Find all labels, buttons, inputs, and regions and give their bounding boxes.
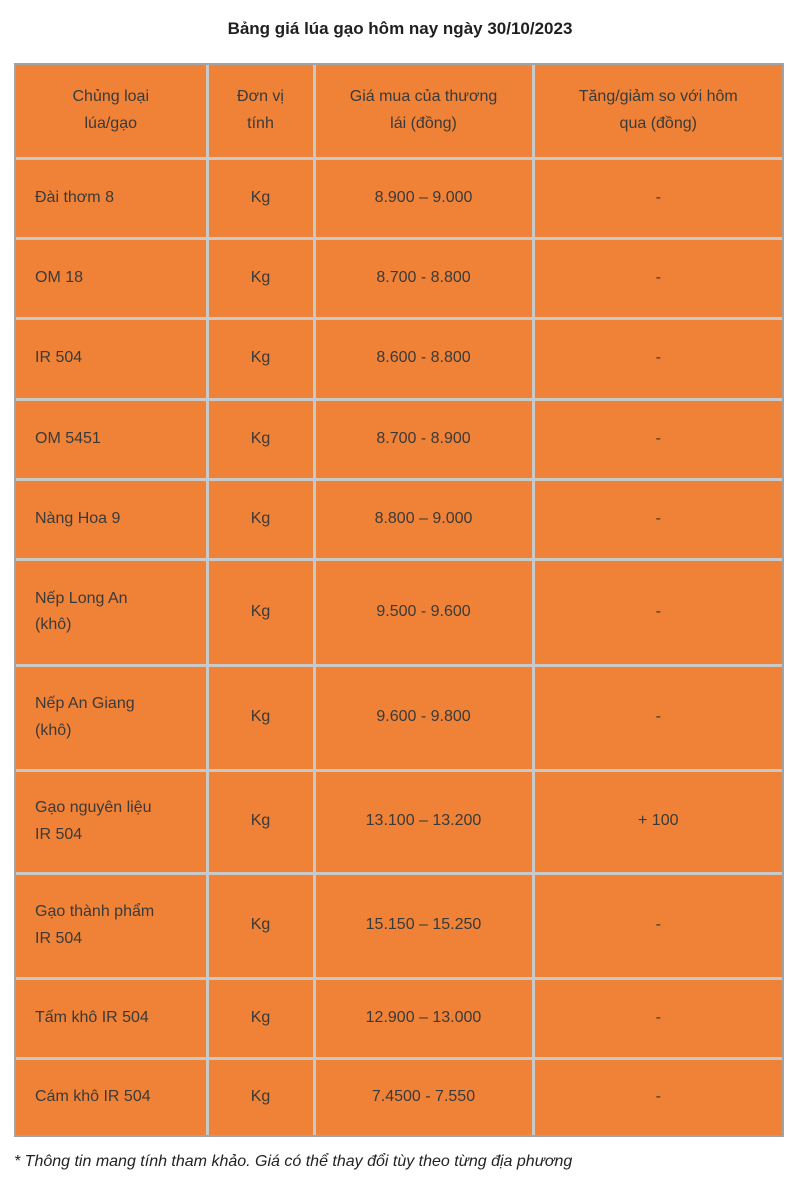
- row-name-cell: Nếp An Giang (khô): [16, 665, 207, 770]
- price-cell: 8.600 - 8.800: [314, 318, 533, 399]
- row-name-cell: Cám khô IR 504: [16, 1058, 207, 1135]
- table-row: [16, 399, 782, 479]
- row-name-cell: IR 504: [16, 318, 207, 399]
- unit-cell: Kg: [207, 559, 314, 665]
- col-header-change: Tăng/giảm so với hôm qua (đồng): [533, 65, 782, 158]
- footnote: * Thông tin mang tính tham khảo. Giá có thể thay đổi tùy theo từng địa phương: [14, 1153, 573, 1170]
- change-cell: -: [533, 158, 782, 238]
- header-row: [16, 65, 782, 158]
- change-cell: -: [533, 873, 782, 978]
- unit-cell: Kg: [207, 873, 314, 978]
- change-cell: -: [533, 318, 782, 399]
- change-cell: -: [533, 238, 782, 318]
- table-row: [16, 238, 782, 318]
- rice-price-table: [16, 65, 782, 1135]
- price-cell: 13.100 – 13.200: [314, 770, 533, 873]
- unit-cell: Kg: [207, 665, 314, 770]
- table-row: [16, 479, 782, 559]
- unit-cell: Kg: [207, 238, 314, 318]
- table-row: [16, 158, 782, 238]
- unit-cell: Kg: [207, 479, 314, 559]
- change-cell: -: [533, 559, 782, 665]
- col-header-unit: Đơn vị tính: [207, 65, 314, 158]
- row-name-cell: Gạo nguyên liệu IR 504: [16, 770, 207, 873]
- table-row: [16, 1058, 782, 1135]
- price-cell: 12.900 – 13.000: [314, 978, 533, 1058]
- row-name-cell: OM 18: [16, 238, 207, 318]
- price-table-frame: [14, 63, 784, 1137]
- row-name-cell: Nàng Hoa 9: [16, 479, 207, 559]
- row-name-cell: Tấm khô IR 504: [16, 978, 207, 1058]
- unit-cell: Kg: [207, 978, 314, 1058]
- unit-cell: Kg: [207, 158, 314, 238]
- row-name-cell: Gạo thành phẩm IR 504: [16, 873, 207, 978]
- table-row: [16, 770, 782, 873]
- table-row: [16, 318, 782, 399]
- row-name-cell: OM 5451: [16, 399, 207, 479]
- change-cell: -: [533, 479, 782, 559]
- table-row: [16, 665, 782, 770]
- unit-cell: Kg: [207, 399, 314, 479]
- table-row: [16, 873, 782, 978]
- price-cell: 8.700 - 8.800: [314, 238, 533, 318]
- price-cell: 15.150 – 15.250: [314, 873, 533, 978]
- table-row: [16, 559, 782, 665]
- col-header-type: Chủng loại lúa/gạo: [16, 65, 207, 158]
- price-cell: 9.600 - 9.800: [314, 665, 533, 770]
- unit-cell: Kg: [207, 770, 314, 873]
- row-name-cell: Đài thơm 8: [16, 158, 207, 238]
- price-cell: 8.900 – 9.000: [314, 158, 533, 238]
- page-title: Bảng giá lúa gạo hôm nay ngày 30/10/2023: [227, 19, 573, 38]
- change-cell: -: [533, 1058, 782, 1135]
- unit-cell: Kg: [207, 318, 314, 399]
- change-cell: -: [533, 978, 782, 1058]
- change-cell: + 100: [533, 770, 782, 873]
- row-name-cell: Nếp Long An (khô): [16, 559, 207, 665]
- price-cell: 9.500 - 9.600: [314, 559, 533, 665]
- price-cell: 8.700 - 8.900: [314, 399, 533, 479]
- change-cell: -: [533, 399, 782, 479]
- table-row: [16, 978, 782, 1058]
- change-cell: -: [533, 665, 782, 770]
- price-cell: 7.4500 - 7.550: [314, 1058, 533, 1135]
- unit-cell: Kg: [207, 1058, 314, 1135]
- price-cell: 8.800 – 9.000: [314, 479, 533, 559]
- col-header-price: Giá mua của thương lái (đồng): [314, 65, 533, 158]
